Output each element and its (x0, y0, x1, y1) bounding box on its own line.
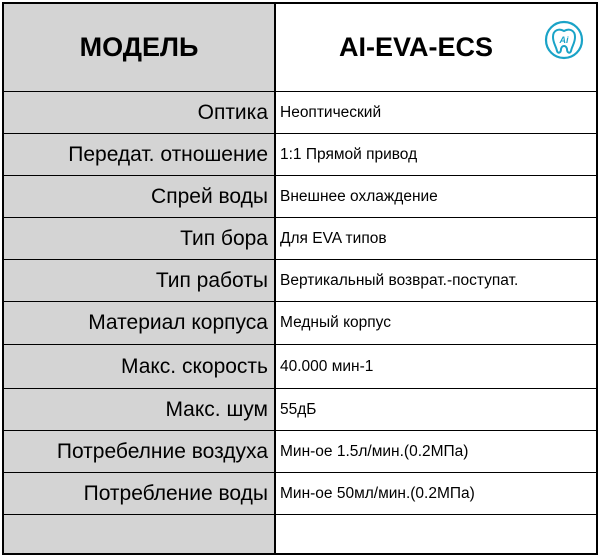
table-row (4, 134, 596, 176)
row-value: Для EVA типов (280, 229, 387, 247)
model-value: AI-EVA-ECS (338, 32, 493, 62)
table-row (4, 176, 596, 218)
row-label: Макс. скорость (4, 345, 276, 388)
header-row (4, 4, 596, 92)
row-label: Тип работы (4, 260, 276, 301)
table-row-empty (4, 515, 596, 553)
row-value: Вертикальный возврат.-поступат. (280, 271, 519, 289)
spec-table (2, 2, 598, 555)
row-value: Неоптический (280, 103, 382, 121)
row-value (276, 515, 596, 553)
row-value: 55дБ (280, 400, 317, 418)
row-label (4, 515, 276, 553)
logo-text: Ai (559, 35, 569, 45)
table-row (4, 92, 596, 134)
table-row (4, 345, 596, 389)
row-label: Оптика (4, 92, 276, 133)
row-value: Мин-ое 1.5л/мин.(0.2МПа) (280, 442, 469, 460)
table-row (4, 218, 596, 260)
row-label: Макс. шум (4, 389, 276, 430)
row-label: Передат. отношение (4, 134, 276, 175)
row-label: Материал корпуса (4, 302, 276, 344)
row-value: Мин-ое 50мл/мин.(0.2МПа) (280, 484, 475, 502)
table-row (4, 389, 596, 431)
table-row (4, 473, 596, 515)
row-value: 40.000 мин-1 (280, 357, 374, 375)
row-value: 1:1 Прямой привод (280, 145, 418, 163)
row-label: Потребелние воздуха (4, 431, 276, 472)
model-label: МОДЕЛЬ (4, 4, 276, 91)
row-label: Потребление воды (4, 473, 276, 514)
table-row (4, 302, 596, 345)
row-value: Внешнее охлаждение (280, 187, 438, 205)
row-label: Спрей воды (4, 176, 276, 217)
row-label: Тип бора (4, 218, 276, 259)
row-value: Медный корпус (280, 314, 391, 331)
table-row (4, 431, 596, 473)
tooth-logo-icon (544, 20, 584, 60)
table-row (4, 260, 596, 302)
model-value-cell (276, 4, 596, 91)
